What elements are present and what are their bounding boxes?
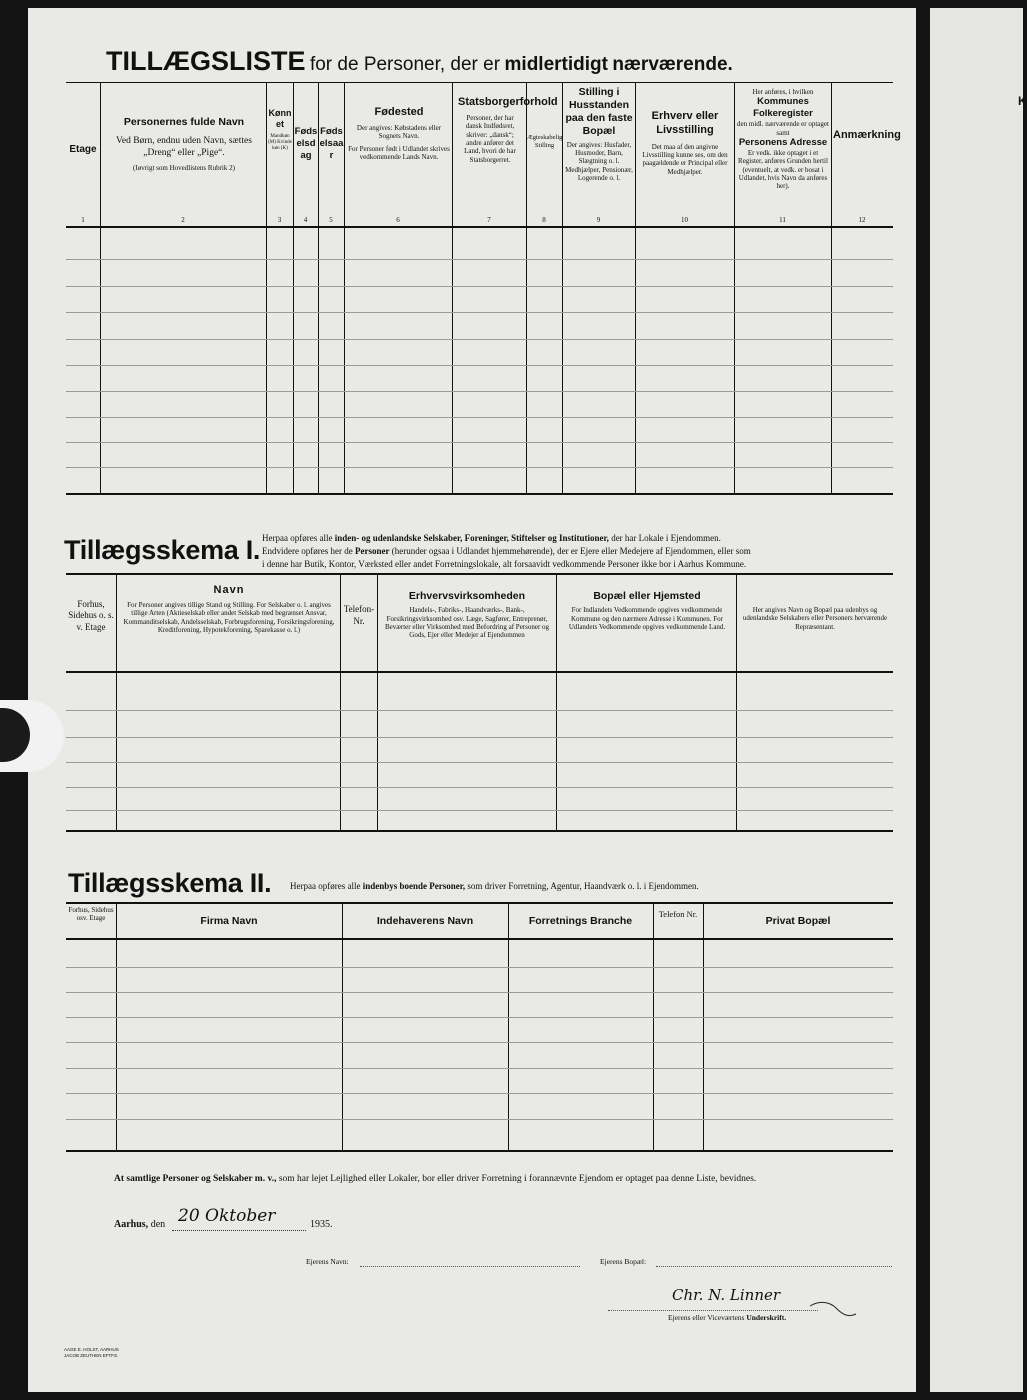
col-name: Personernes fulde Navn Ved Børn, endnu uden Navn, sættes „Dreng“ eller „Pige“. (Iøvrigt som Hovedlistens Rubrik 2) <box>116 116 252 172</box>
col-remarks: Anmærkning <box>833 129 901 141</box>
col-birthplace: Fødested Der angives: Købstadens eller Sognets Navn. For Personer født i Udlandet skrives vedkommende Lands Navn. <box>348 106 450 161</box>
owner-name-line <box>360 1266 580 1267</box>
col-register: Her anføres, i hvilken Kommunes Folkeregister den midl. nærværende er optaget samt Personens Adresse Er vedk. ikke optaget i et Register, anføres Grunden hertil (eventuelt, at vedk. er bosat i Udlandet, hvis Navn da anføres her). <box>737 88 829 191</box>
col-etage: Etage <box>69 144 97 155</box>
s1-col-phone: Telefon-Nr. <box>343 604 375 626</box>
date-line: Aarhus, den <box>114 1219 166 1230</box>
printer-mark: AAGE E. HOLST, AARHUS JACOB ZEUTHEN EFTFS. <box>64 1347 119 1358</box>
col-gender: Kønnet Mandkøn (M) Kvindekøn (K) <box>268 108 292 151</box>
col-marital: Ægteskabelig Stilling <box>527 134 563 149</box>
title-bold: TILLÆGSLISTE <box>106 46 306 76</box>
s1-col-residence: Bopæl eller Hjemsted For Indlandets Vedkommende opgives vedkommende Kommune og den nærmere Adresse i Kommunen. For Udlandets Vedkommende opgives vedkommende Land. <box>568 590 726 631</box>
s2-col-owner: Indehaverens Navn <box>376 915 474 927</box>
s2-col-etage: Forhus, Sidehus osv. Etage <box>68 906 114 923</box>
s1-col-etage: Forhus, Sidehus o. s. v. Etage <box>68 599 114 632</box>
col-birthyear: Fødselsaar <box>319 126 344 161</box>
s1-col-business: Erhvervsvirksomheden Handels-, Fabriks-, Haandværks-, Bank-, Forsikringsvirksomhed osv. Læge, Sagfører, Entreprenør, Beværter eller Virksomhed med Befordring af Personer og Gods, Ejer eller Medejer af Ejendommen <box>384 590 550 640</box>
skema2-title: Tillægsskema II. <box>68 868 272 898</box>
s1-col-representative: Her angives Navn og Bopæl paa udenbys og udenlandske Selskabers eller Personers herværende Repræsentant. <box>742 606 888 631</box>
signature-label: Ejerens eller Viceværtens Underskrift. <box>668 1313 787 1322</box>
col-citizenship: Statsborgerforhold Personer, der har dansk Indfødsret, skriver: „dansk“; andre anfører det Land, hvori de har Statsborgerret. <box>458 96 558 164</box>
col-num: 7 <box>487 216 491 224</box>
owner-address-line <box>656 1266 892 1267</box>
col-num: 10 <box>681 216 688 224</box>
col-birthday: Fødselsdag <box>294 126 318 161</box>
title-part2: nærværende. <box>612 54 733 75</box>
signature-flourish <box>808 1298 858 1320</box>
page-title <box>106 46 733 77</box>
col-num: 3 <box>277 216 282 224</box>
adjacent-page-edge <box>930 8 1027 1392</box>
s2-col-branch: Forretnings Branche <box>528 915 633 927</box>
col-num: 2 <box>181 216 185 224</box>
skema2-intro: Herpaa opføres alle indenbys boende Personer, som driver Forretning, Agentur, Haandværk o. l. i Ejendommen. <box>290 881 699 891</box>
attestation: At samtlige Personer og Selskaber m. v., som har lejet Lejlighed eller Lokaler, bor eller driver Forretning i forannævnte Ejendom er optaget paa denne Liste, bevidnes. <box>114 1174 757 1184</box>
col-num: 5 <box>329 216 333 224</box>
col-num: 9 <box>596 216 601 224</box>
owner-name-label: Ejerens Navn: <box>306 1257 349 1266</box>
col-num: 12 <box>858 216 866 224</box>
col-num: 1 <box>81 216 85 224</box>
s2-col-firm: Firma Navn <box>200 915 258 927</box>
title-part1: for de Personer, der er <box>309 54 501 75</box>
form-page <box>28 8 916 1392</box>
col-household: Stilling i Husstanden paa den faste Bopæl Der angives: Husfader, Husmoder, Barn, Slægtning o. l. Medhjælper, Pensionær, Logerende o. l. <box>565 86 633 183</box>
handwritten-signature: Chr. N. Linner <box>672 1286 781 1304</box>
signature-line <box>608 1310 818 1311</box>
skema1-title: Tillægsskema I. <box>64 535 261 565</box>
owner-address-label: Ejerens Bopæl: <box>600 1257 647 1266</box>
col-occupation: Erhverv eller Livsstilling Det maa af den angivne Livsstilling kunne ses, om den paagældende er Principal eller Medhjælper. <box>642 110 728 176</box>
col-num: 4 <box>303 216 308 224</box>
date-underline <box>172 1230 306 1231</box>
title-bold2: midlertidigt <box>504 54 608 75</box>
handwritten-date: 20 Oktober <box>178 1206 276 1226</box>
s2-col-address: Privat Bopæl <box>765 915 831 927</box>
skema1-intro: Herpaa opføres alle inden- og udenlandske Selskaber, Foreninger, Stiftelser og Institutioner, der har Lokale i Ejendommen. Endvidere opføres her de Personer (herunder ogsaa i Udlandet hjemmehørende), der er Ejere eller Medejere af Ejendommen, eller som i denne har Butik, Kontor, Værksted eller andet Forretningslokale, alt forsaavidt vedkommende Personer ikke bor i Aarhus Kommune. <box>262 533 751 570</box>
adjacent-page-letter: K <box>1018 94 1027 108</box>
s2-col-phone: Telefon Nr. <box>658 909 698 919</box>
year: 1935. <box>310 1219 333 1230</box>
s1-col-name: Navn For Personer angives tillige Stand og Stilling. For Selskaber o. l. angives tillige Arten (Aktieselskab eller andet Selskab med begrænset Ansvar, Kommanditselskab, Andelsselskab, Forbrugsforening, Forsikringsforening, Kreditforening, Hypotekforening, Sparekasse o. l.) <box>123 584 335 634</box>
col-num: 6 <box>396 216 400 224</box>
col-num: 11 <box>779 216 786 224</box>
col-num: 8 <box>542 216 546 224</box>
